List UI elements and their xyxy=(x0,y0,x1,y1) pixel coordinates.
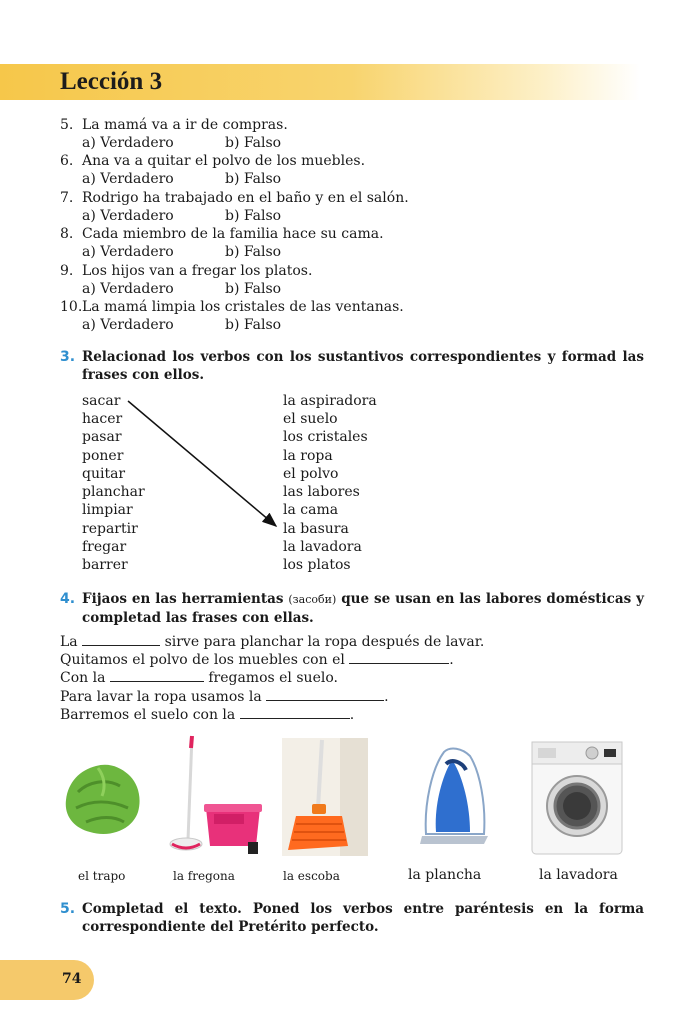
answer-blank[interactable] xyxy=(266,687,384,701)
option-b[interactable]: b) Falso xyxy=(225,208,282,224)
verb-item[interactable]: quitar xyxy=(82,466,126,482)
question-8: 8. Cada miembro de la familia hace su cama. xyxy=(60,226,384,242)
iron-icon xyxy=(410,744,490,850)
verb-item[interactable]: pasar xyxy=(82,429,122,445)
noun-item[interactable]: la aspiradora xyxy=(283,393,377,409)
exercise-5-number: 5. xyxy=(60,901,76,917)
caption-washing-machine: la lavadora xyxy=(539,867,618,883)
exercise-4-instructions: Fijaos en las herramientas (засоби) que se usan en las labores domésticas y completad las frases con ellas. xyxy=(82,591,645,626)
lesson-title: Lección 3 xyxy=(60,68,163,95)
fill-sentence-5: Barremos el suelo con la . xyxy=(60,707,355,723)
option-a[interactable]: a) Verdadero xyxy=(82,317,174,333)
option-a[interactable]: a) Verdadero xyxy=(82,244,174,260)
exercise-4-number: 4. xyxy=(60,591,76,607)
noun-item[interactable]: la basura xyxy=(283,521,349,537)
option-b[interactable]: b) Falso xyxy=(225,281,282,297)
option-a[interactable]: a) Verdadero xyxy=(82,281,174,297)
page-number: 74 xyxy=(62,971,82,987)
fill-sentence-3: Con la fregamos el suelo. xyxy=(60,670,338,686)
noun-item[interactable]: el polvo xyxy=(283,466,339,482)
answer-blank[interactable] xyxy=(82,632,160,646)
question-6: 6. Ana va a quitar el polvo de los muebles. xyxy=(60,153,366,169)
cloth-icon xyxy=(58,742,148,842)
caption-mop: la fregona xyxy=(173,869,235,883)
question-5: 5. La mamá va a ir de compras. xyxy=(60,117,288,133)
broom-icon xyxy=(282,738,368,856)
noun-item[interactable]: las labores xyxy=(283,484,360,500)
answer-blank[interactable] xyxy=(349,650,449,664)
noun-item[interactable]: los platos xyxy=(283,557,351,573)
question-7: 7. Rodrigo ha trabajado en el baño y en el salón. xyxy=(60,190,409,206)
washing-machine-icon xyxy=(530,740,624,856)
question-10: 10.La mamá limpia los cristales de las ventanas. xyxy=(60,299,404,315)
verb-item[interactable]: sacar xyxy=(82,393,121,409)
verb-item[interactable]: planchar xyxy=(82,484,145,500)
fill-sentence-4: Para lavar la ropa usamos la . xyxy=(60,689,389,705)
option-a[interactable]: a) Verdadero xyxy=(82,135,174,151)
option-b[interactable]: b) Falso xyxy=(225,244,282,260)
option-a[interactable]: a) Verdadero xyxy=(82,208,174,224)
exercise-3-number: 3. xyxy=(60,349,76,365)
verb-item[interactable]: repartir xyxy=(82,521,138,537)
option-a[interactable]: a) Verdadero xyxy=(82,171,174,187)
fill-sentence-2: Quitamos el polvo de los muebles con el . xyxy=(60,652,454,668)
noun-item[interactable]: los cristales xyxy=(283,429,368,445)
caption-broom: la escoba xyxy=(283,869,340,883)
caption-iron: la plancha xyxy=(408,867,482,883)
mop-icon xyxy=(162,734,270,858)
verb-item[interactable]: fregar xyxy=(82,539,127,555)
exercise-3-instructions: Relacionad los verbos con los sustantivos correspondientes y formad las frases con ellos. xyxy=(82,349,644,383)
option-b[interactable]: b) Falso xyxy=(225,317,282,333)
caption-cloth: el trapo xyxy=(78,869,126,883)
verb-item[interactable]: barrer xyxy=(82,557,128,573)
noun-item[interactable]: la cama xyxy=(283,502,339,518)
noun-item[interactable]: el suelo xyxy=(283,411,338,427)
fill-sentence-1: La sirve para planchar la ropa después de lavar. xyxy=(60,634,485,650)
answer-blank[interactable] xyxy=(240,705,350,719)
verb-item[interactable]: poner xyxy=(82,448,124,464)
noun-item[interactable]: la ropa xyxy=(283,448,333,464)
option-b[interactable]: b) Falso xyxy=(225,135,282,151)
exercise-5-instructions: Completad el texto. Poned los verbos entre paréntesis en la forma correspondiente del Pretérito perfecto. xyxy=(82,901,644,935)
option-b[interactable]: b) Falso xyxy=(225,171,282,187)
answer-blank[interactable] xyxy=(110,668,204,682)
verb-item[interactable]: limpiar xyxy=(82,502,133,518)
noun-item[interactable]: la lavadora xyxy=(283,539,362,555)
verb-item[interactable]: hacer xyxy=(82,411,123,427)
question-9: 9. Los hijos van a fregar los platos. xyxy=(60,263,313,279)
